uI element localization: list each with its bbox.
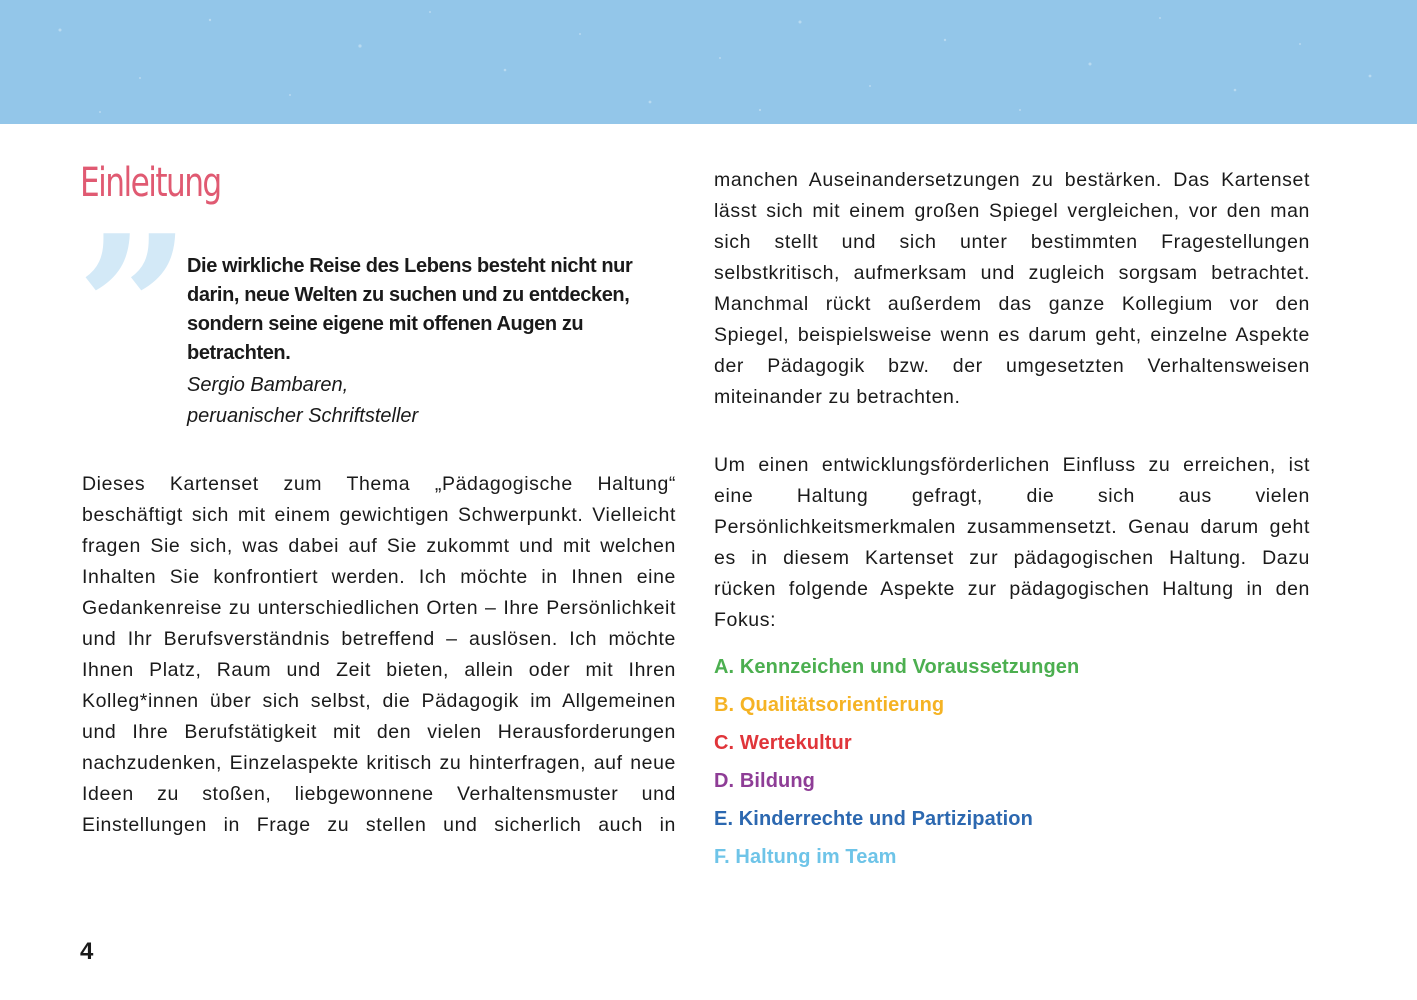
aspect-item-f: F. Haltung im Team (714, 846, 897, 868)
intro-paragraph-right-2: Um einen entwicklungsförderlichen Einfluss zu erreichen, ist eine Haltung gefragt, die sich aus vielen Persönlichkeitsmerkmalen zusammensetzt. Genau darum geht es in diesem Kartenset zur pädagogischen Haltung. Dazu rücken folgende Aspekte zur pädagogischen Haltung in den Fokus: (714, 454, 1310, 631)
epigraph-quote (187, 252, 647, 432)
aspect-item-b: B. Qualitätsorientierung (714, 694, 945, 716)
aspect-list (714, 648, 1079, 876)
header-texture (0, 0, 1417, 124)
intro-paragraph-left: Dieses Kartenset zum Thema „Pädagogische Haltung“ beschäftigt sich mit einem gewichtigen Schwerpunkt. Vielleicht fragen Sie sich, was dabei auf Sie zukommt und mit welchen Inhalten Sie konfrontiert werden. Ich möchte in Ihnen eine Gedankenreise zu unterschiedlichen Orten – Ihre Persönlichkeit und Ihr Berufsverständnis betreffend – auslösen. Ich möchte Ihnen Platz, Raum und Zeit bieten, allein oder mit Ihren Kolleg*innen über sich selbst, die Pädagogik im Allgemeinen und Ihre Berufstätigkeit mit den vielen Herausforderungen nachzudenken, Einzelaspekte kritisch zu hinterfragen, auf neue Ideen zu stoßen, liebgewonnene Verhaltensmuster und Einstellungen in Frage zu stellen und sicherlich auch in (82, 473, 676, 836)
aspect-item-e: E. Kinderrechte und Partizipation (714, 808, 1033, 830)
page-number: 4 (80, 938, 94, 965)
quote-source (187, 370, 647, 432)
aspect-item-c: C. Wertekultur (714, 732, 852, 754)
section-heading: Einleitung (80, 160, 221, 206)
aspect-item-a: A. Kennzeichen und Voraussetzungen (714, 656, 1080, 678)
quote-author: Sergio Bambaren, (187, 374, 349, 396)
quotation-mark-icon: ” (76, 192, 192, 427)
quote-author-role: peruanischer Schriftsteller (187, 405, 419, 427)
header-band (0, 0, 1417, 124)
aspect-item-d: D. Bildung (714, 770, 815, 792)
intro-paragraph-right-1: manchen Auseinandersetzungen zu bestärken. Das Kartenset lässt sich mit einem großen Spiegel vergleichen, vor den man sich stellt und sich unter bestimmten Fragestellungen selbstkritisch, aufmerksam und zugleich sorgsam betrachtet. Manchmal rückt außerdem das ganze Kollegium vor den Spiegel, beispielsweise wenn es darum geht, einzelne Aspekte der Pädagogik bzw. der umgesetzten Verhaltensweisen miteinander zu betrachten. (714, 169, 1310, 408)
quote-text: Die wirkliche Reise des Lebens besteht nicht nur darin, neue Welten zu suchen und zu entdecken, sondern seine eigene mit offenen Augen zu betrachten. (187, 255, 633, 364)
